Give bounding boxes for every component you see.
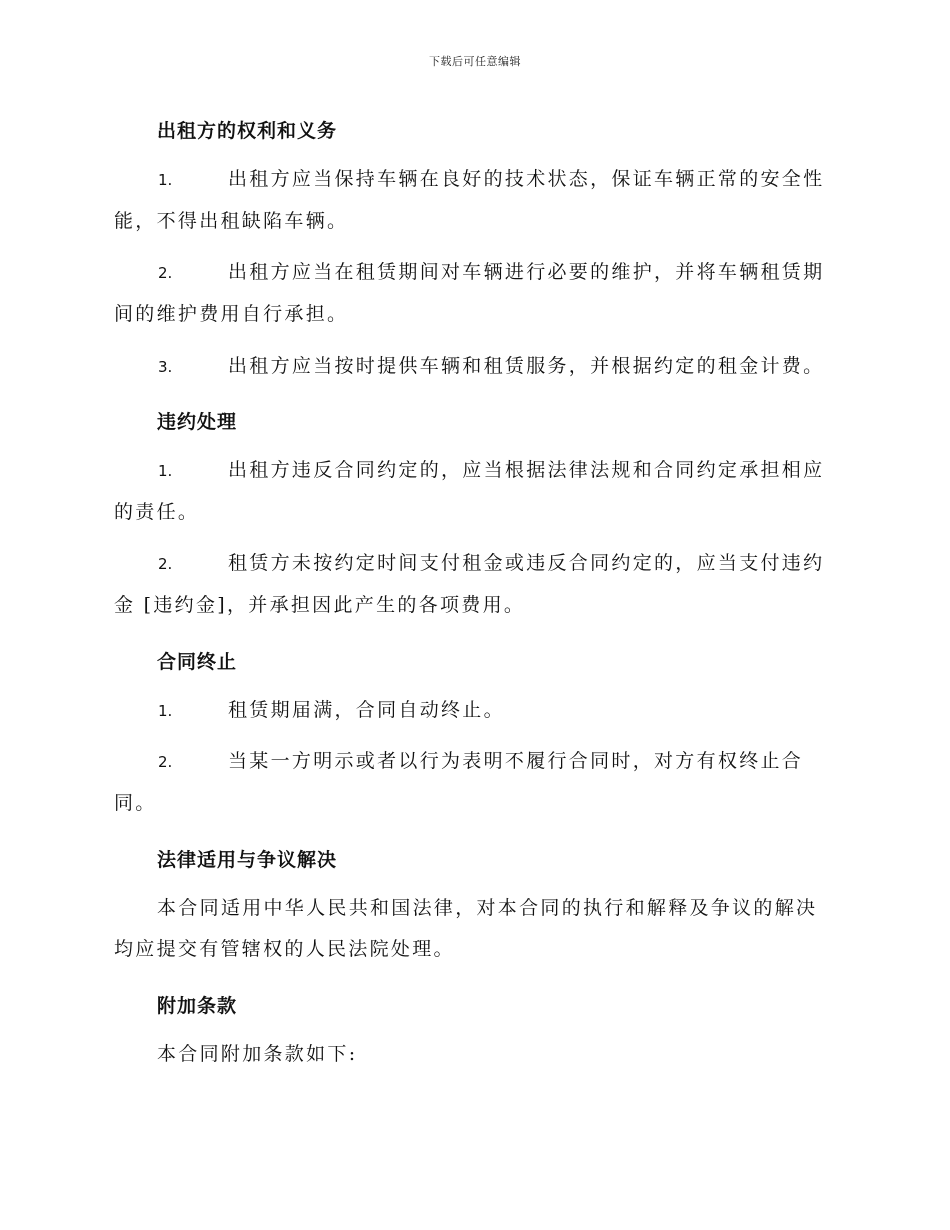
list-item: [114, 741, 834, 824]
item-number: 1.: [158, 171, 173, 189]
item-number: 3.: [158, 358, 173, 376]
item-number: 2.: [158, 555, 173, 573]
item-text: 租赁方未按约定时间支付租金或违反合同约定的，应当支付违约金 [违约金]，并承担因此产生的各项费用。: [114, 552, 825, 616]
item-text: 当某一方明示或者以行为表明不履行合同时，对方有权终止合同。: [114, 750, 804, 814]
section-heading-governing-law: 法律适用与争议解决: [157, 849, 338, 871]
list-item: [114, 690, 834, 732]
list-item: [114, 346, 834, 388]
item-text: 租赁期届满，合同自动终止。: [228, 699, 505, 721]
item-text: 出租方应当保持车辆在良好的技术状态，保证车辆正常的安全性能，不得出租缺陷车辆。: [114, 168, 825, 232]
item-number: 1.: [158, 702, 173, 720]
paragraph-additional-terms: 本合同附加条款如下:: [157, 1043, 358, 1065]
item-number: 2.: [158, 753, 173, 771]
list-item: [114, 543, 834, 626]
item-text: 出租方应当按时提供车辆和租赁服务，并根据约定的租金计费。: [228, 355, 825, 377]
section-heading-lessor-rights: 出租方的权利和义务: [157, 120, 338, 142]
section-heading-additional-terms: 附加条款: [157, 995, 238, 1017]
paragraph-governing-law: 本合同适用中华人民共和国法律，对本合同的执行和解释及争议的解决均应提交有管辖权的人民法院处理。: [114, 897, 818, 960]
list-item: [114, 252, 834, 335]
page-header: 下载后可任意编辑: [429, 55, 521, 68]
section-heading-termination: 合同终止: [157, 651, 238, 673]
item-text: 出租方应当在租赁期间对车辆进行必要的维护，并将车辆租赁期间的维护费用自行承担。: [114, 261, 825, 325]
item-text: 出租方违反合同约定的，应当根据法律法规和合同约定承担相应的责任。: [114, 459, 825, 523]
item-number: 1.: [158, 462, 173, 480]
section-heading-breach: 违约处理: [157, 411, 238, 433]
list-item: [114, 159, 834, 242]
item-number: 2.: [158, 264, 173, 282]
list-item: [114, 450, 834, 533]
